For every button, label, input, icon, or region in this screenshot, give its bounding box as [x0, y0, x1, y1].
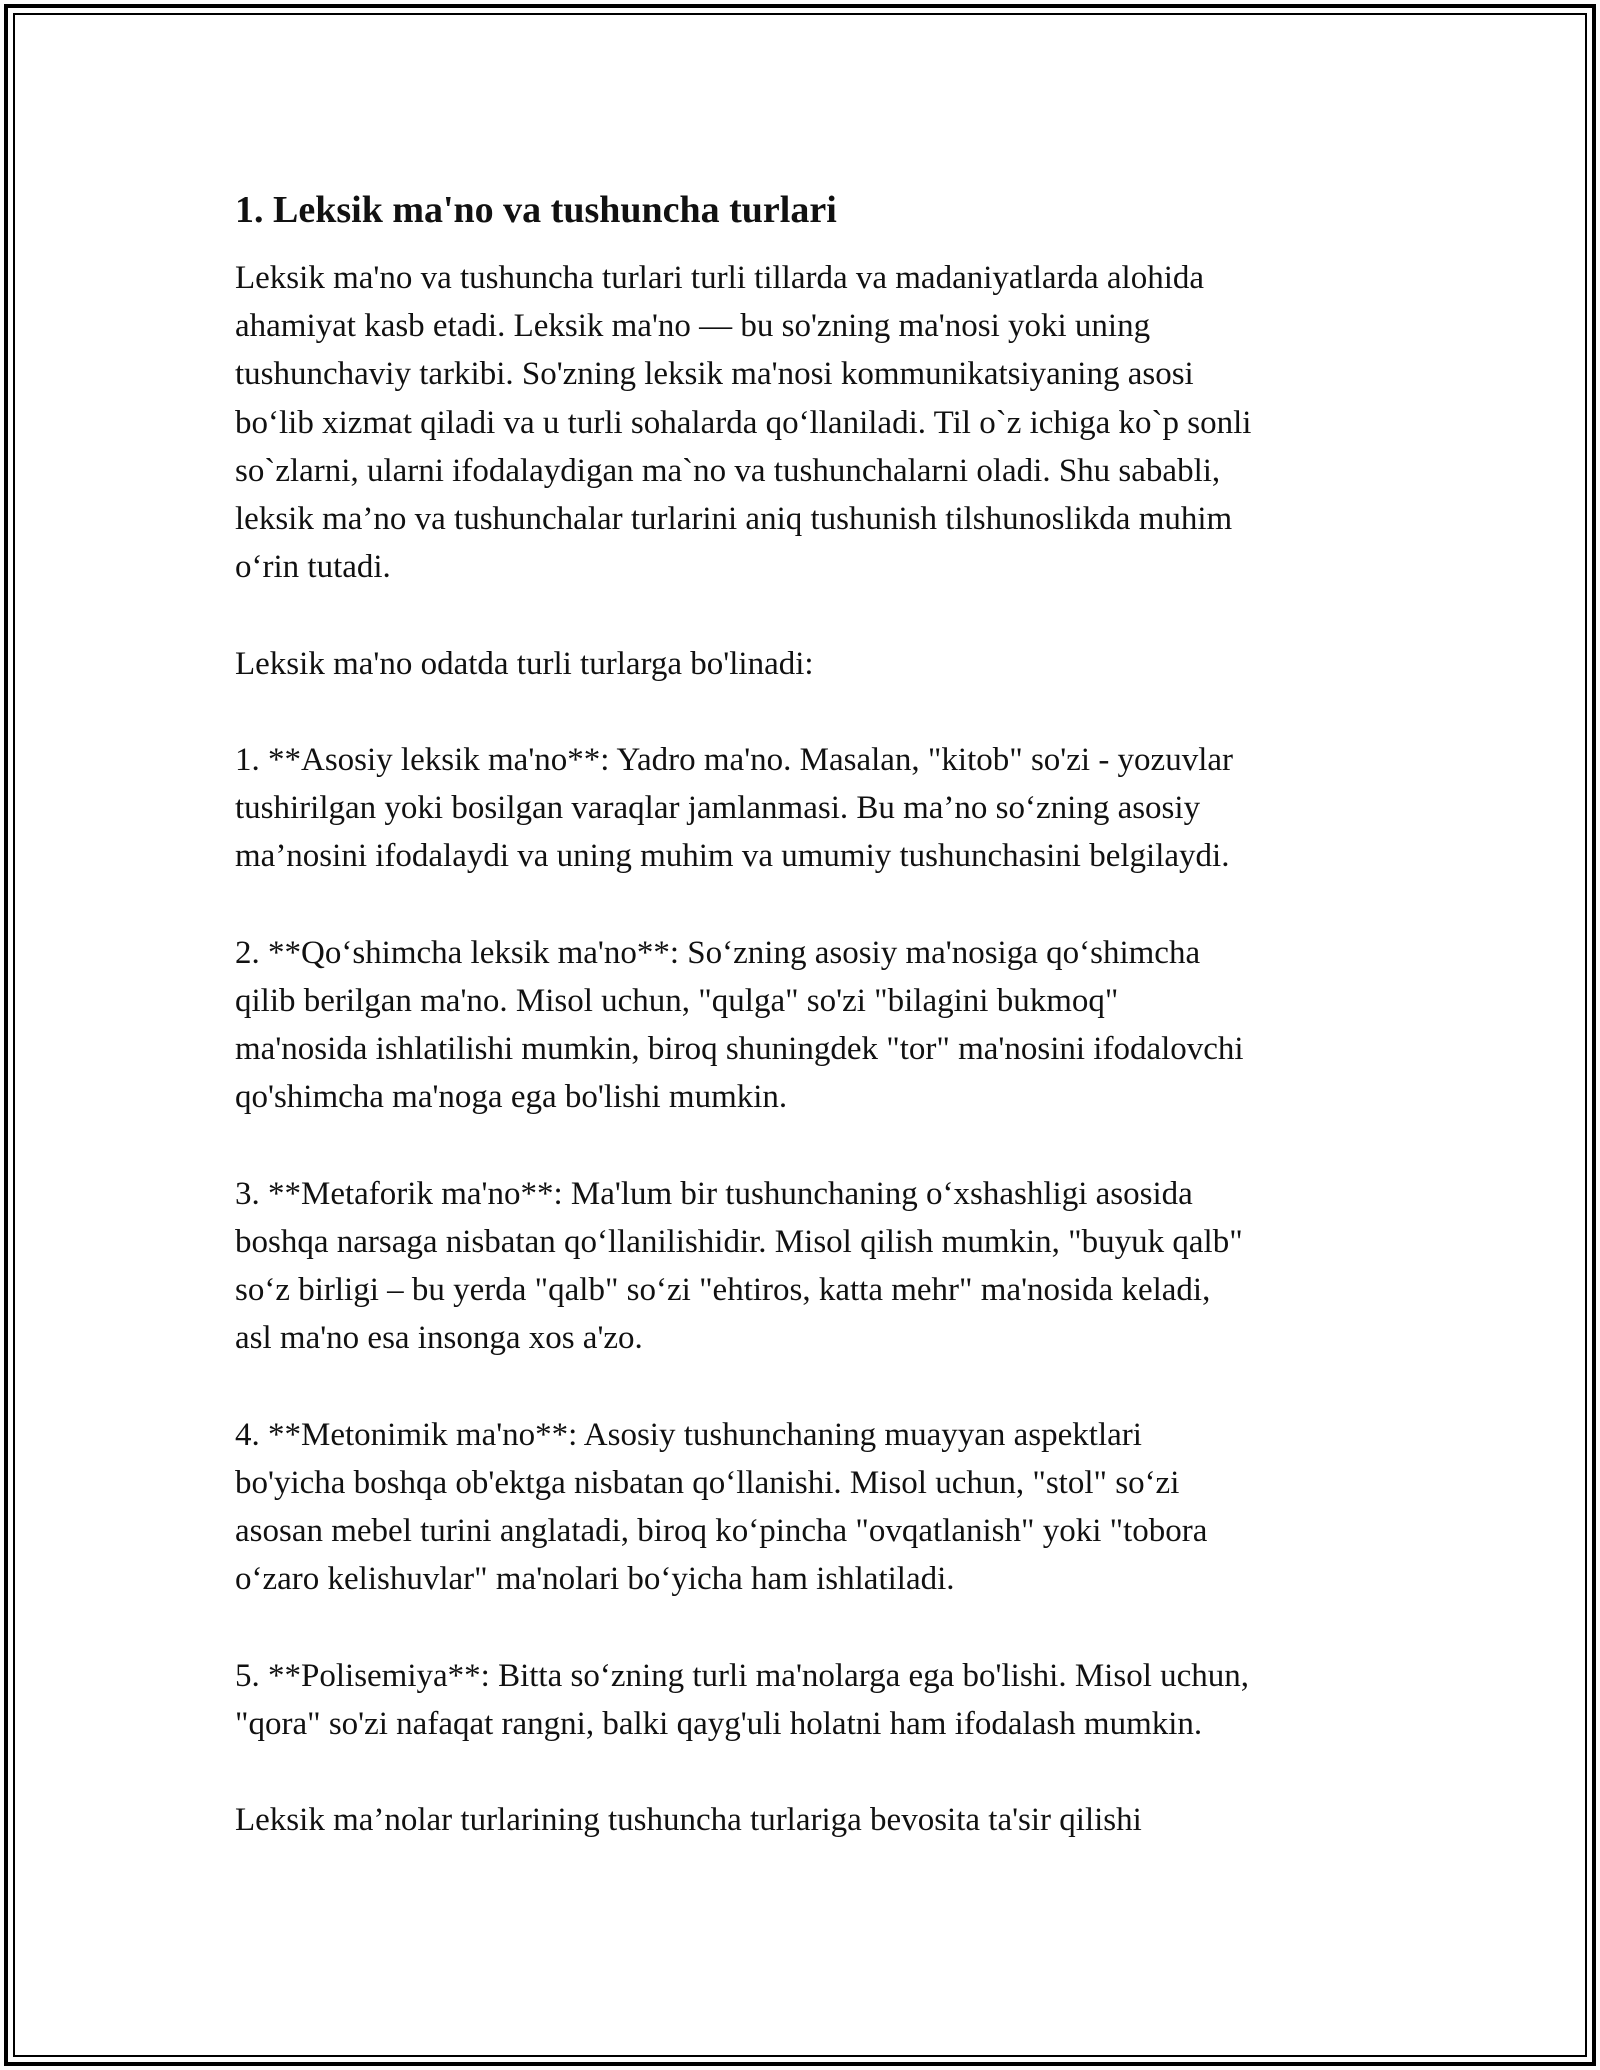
list-item-metonymic-meaning: 4. **Metonimik ma'no**: Asosiy tushunchaning muayyan aspektlari bo'yicha boshqa ob'ektga nisbatan qo‘llanishi. Misol uchun, "stol" so‘zi asosan mebel turini anglatadi, biroq ko‘pincha "ovqatlanish" yoki "tobora o‘zaro kelishuvlar" ma'nolari bo‘yicha ham ishlatiladi.: [235, 1416, 1208, 1598]
list-item-additional-meaning: 2. **Qo‘shimcha leksik ma'no**: So‘zning asosiy ma'nosiga qo‘shimcha qilib berilgan ma'no. Misol uchun, "qulga" so'zi "bilagini bukmoq" ma'nosida ishlatilishi mumkin, biroq shuningdek "tor" ma'nosini ifodalovchi qo'shimcha ma'noga ega bo'lishi mumkin.: [235, 934, 1244, 1116]
list-item-metaphoric-meaning: 3. **Metaforik ma'no**: Ma'lum bir tushunchaning o‘xshashligi asosida boshqa narsaga nisbatan qo‘llanilishidir. Misol qilish mumkin, "buyuk qalb" so‘z birligi – bu yerda "qalb" so‘zi "ehtiros, katta mehr" ma'nosida keladi, asl ma'no esa insonga xos a'zo.: [235, 1175, 1243, 1357]
document-body: [235, 186, 1380, 1845]
types-intro-paragraph: Leksik ma'no odatda turli turlarga bo'linadi:: [235, 645, 814, 682]
intro-paragraph: Leksik ma'no va tushuncha turlari turli tillarda va madaniyatlarda alohida ahamiyat kasb etadi. Leksik ma'no — bu so'zning ma'nosi yoki uning tushunchaviy tarkibi. So'zning leksik ma'nosi kommunikatsiyaning asosi bo‘lib xizmat qiladi va u turli sohalarda qo‘llaniladi. Til o`z ichiga ko`p sonli so`zlarni, ularni ifodalaydigan ma`no va tushunchalarni oladi. Shu sababli, leksik ma’no va tushunchalar turlarini aniq tushunish tilshunoslikda muhim o‘rin tutadi.: [235, 260, 1252, 586]
list-item-polysemy: 5. **Polisemiya**: Bitta so‘zning turli ma'nolarga ega bo'lishi. Misol uchun, "qora" so'zi nafaqat rangni, balki qayg'uli holatni ham ifodalash mumkin.: [235, 1657, 1250, 1742]
list-item-basic-meaning: 1. **Asosiy leksik ma'no**: Yadro ma'no. Masalan, "kitob" so'zi - yozuvlar tushirilgan yoki bosilgan varaqlar jamlanmasi. Bu ma’no so‘zning asosiy ma’nosini ifodalaydi va uning muhim va umumiy tushunchasini belgilaydi.: [235, 742, 1234, 875]
document-title: 1. Leksik ma'no va tushuncha turlari: [235, 189, 837, 231]
closing-paragraph: Leksik ma’nolar turlarining tushuncha turlariga bevosita ta'sir qilishi: [235, 1802, 1142, 1839]
